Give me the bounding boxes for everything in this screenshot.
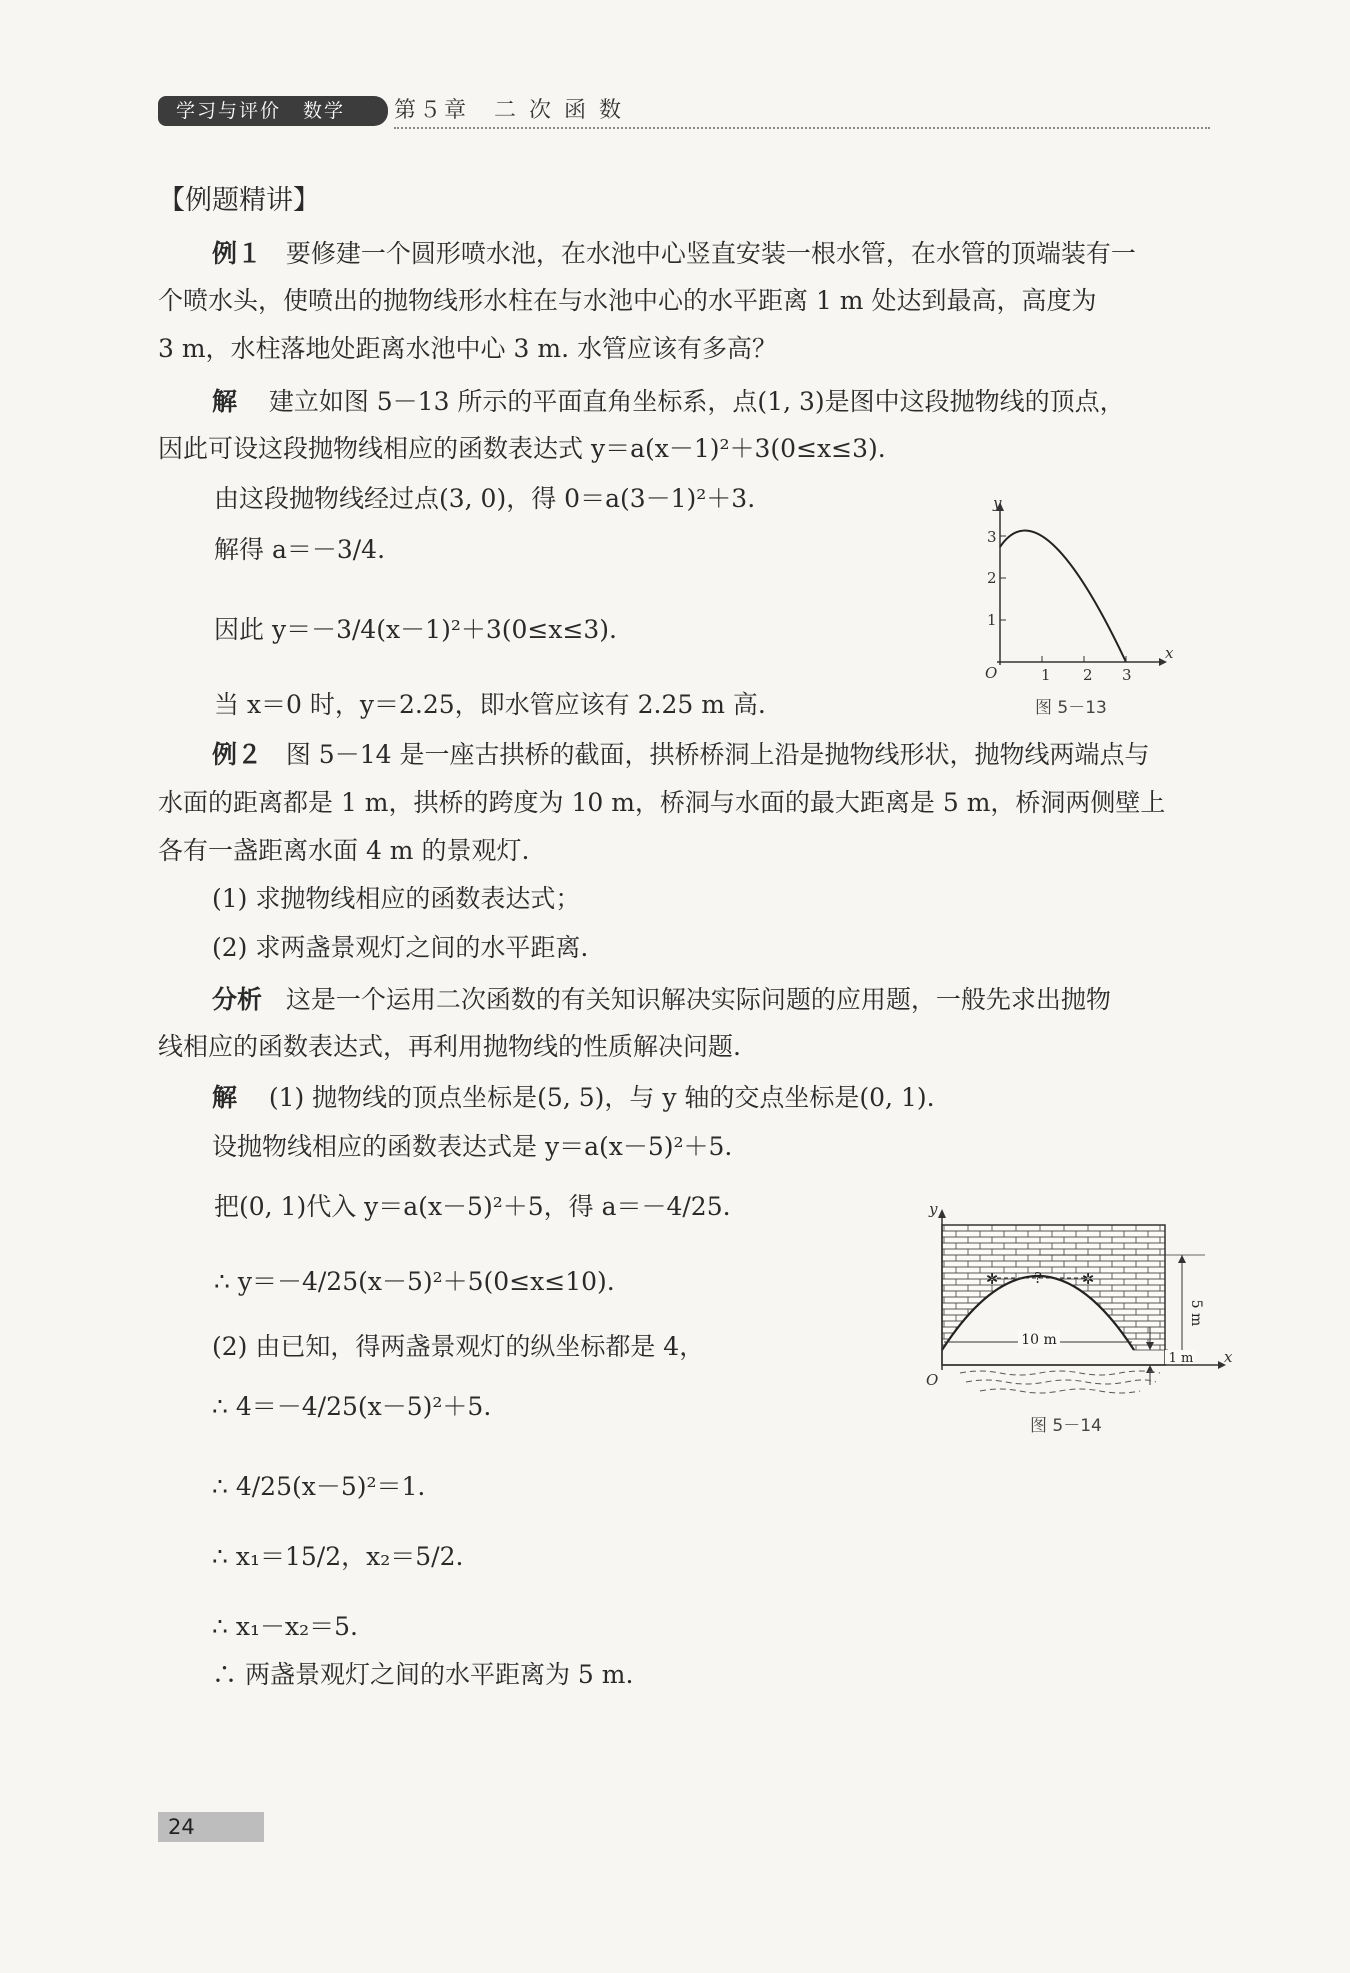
ex1-line-2: 个喷水头，使喷出的抛物线形水柱在与水池中心的水平距离 1 m 处达到最高，高度为: [158, 286, 1097, 315]
book-series: 学习与评价: [176, 100, 282, 122]
ex1-line-3: 3 m，水柱落地处距离水池中心 3 m. 水管应该有多高？: [158, 334, 777, 363]
ex1-solution-label: 解: [212, 387, 238, 416]
ex2-question-2: (2) 求两盏景观灯之间的水平距离.: [212, 933, 589, 962]
ex1-sol-text-1: 建立如图 5－13 所示的平面直角坐标系，点(1, 3)是图中这段抛物线的顶点，: [268, 387, 1125, 416]
ex2-sol-line-7: ∴ 4/25(x－5)²＝1.: [212, 1472, 426, 1501]
ex1-sol-line-2: 因此可设这段抛物线相应的函数表达式 y＝a(x－1)²＋3(0≤x≤3).: [158, 434, 886, 463]
ex2-analysis: [212, 983, 1111, 1017]
fig514-caption: 图 5－14: [1030, 1416, 1102, 1436]
ex2-sol-line-9: ∴ x₁－x₂＝5.: [212, 1612, 358, 1641]
fig513-ytick-2: 2: [987, 569, 997, 587]
ex2-sol-line-8: ∴ x₁＝15/2，x₂＝5/2.: [212, 1542, 464, 1571]
ex1-conclusion: 当 x＝0 时，y＝2.25，即水管应该有 2.25 m 高.: [214, 690, 766, 719]
ex2-solution-label: 解: [212, 1083, 238, 1112]
fig514-unknown-mark: ?: [1033, 1269, 1043, 1287]
section-title: 【例题精讲】: [158, 185, 320, 216]
fig514-span-label: 10 m: [1021, 1332, 1057, 1348]
ex2-text-1: 图 5－14 是一座古拱桥的截面，拱桥桥洞上沿是抛物线形状，抛物线两端点与: [285, 740, 1150, 769]
ex2-line-3: 各有一盏距离水面 4 m 的景观灯.: [158, 836, 530, 865]
fig514-origin: O: [926, 1371, 939, 1389]
ex2-line-2: 水面的距离都是 1 m，拱桥的跨度为 10 m，桥洞与水面的最大距离是 5 m，桥洞两侧壁上: [158, 788, 1166, 817]
ex2-sol-line-4: ∴ y＝－4/25(x－5)²＋5(0≤x≤10).: [214, 1267, 615, 1296]
fig514-lamp-left-icon: ✲: [985, 1270, 999, 1288]
ex1-label: 例１: [212, 239, 263, 268]
fig513-xtick-3: 3: [1122, 666, 1132, 680]
fig513-parabola: [1000, 531, 1126, 662]
fig514-lamp-right-icon: ✲: [1081, 1270, 1095, 1288]
ex1-solve-a: [214, 533, 385, 567]
fig513-origin: O: [985, 664, 998, 680]
ex2-label: 例２: [212, 740, 263, 769]
fig514-height-label: 5 m: [1188, 1299, 1204, 1327]
ex2-line-1: [212, 738, 1149, 772]
fig514-x-label: x: [1224, 1348, 1233, 1366]
ex2-analysis-text-1: 这是一个运用二次函数的有关知识解决实际问题的应用题，一般先求出抛物: [285, 985, 1111, 1014]
fig514-base-label: 1 m: [1168, 1351, 1194, 1366]
ex2-analysis-line-2: 线相应的函数表达式，再利用抛物线的性质解决问题.: [158, 1032, 741, 1061]
chapter-title: 第５章 二 次 函 数: [394, 98, 624, 123]
ex2-sol-line-2: 设抛物线相应的函数表达式是 y＝a(x－5)²＋5.: [212, 1132, 733, 1161]
ex1-solution-line-1: [212, 385, 1125, 419]
ex1-line-1: [212, 237, 1136, 271]
ex2-sol-line-6: ∴ 4＝－4/25(x－5)²＋5.: [212, 1392, 492, 1421]
header-dotted-rule: [394, 127, 1210, 129]
book-series-tab: [158, 96, 388, 126]
book-subject: 数学: [303, 100, 346, 122]
figure-5-14: [920, 1195, 1240, 1395]
fig513-xtick-1: 1: [1041, 666, 1051, 680]
ex2-sol-line-3: 把(0, 1)代入 y＝a(x－5)²＋5，得 a＝－4/25.: [214, 1192, 731, 1221]
ex2-sol-text-1: (1) 抛物线的顶点坐标是(5, 5)，与 y 轴的交点坐标是(0, 1).: [268, 1083, 935, 1112]
fig513-ytick-3: 3: [987, 528, 997, 546]
ex2-question-1: (1) 求抛物线相应的函数表达式；: [212, 884, 581, 913]
ex2-sol-line-10: ∴ 两盏景观灯之间的水平距离为 5 m.: [212, 1660, 634, 1689]
ex2-analysis-label: 分析: [212, 985, 263, 1014]
running-header: [158, 96, 1210, 128]
fig513-ytick-1: 1: [987, 611, 997, 629]
ex2-solution-line-1: [212, 1081, 935, 1115]
fig513-x-label: x: [1165, 644, 1174, 662]
fig514-y-arrow: [938, 1209, 946, 1218]
fig514-y-label: y: [929, 1200, 938, 1218]
page-number: 24: [158, 1812, 264, 1842]
fig513-caption: 图 5－13: [1035, 698, 1107, 718]
fig513-y-label: y: [993, 494, 1002, 512]
figure-5-13: [975, 490, 1175, 680]
fig514-height-arrow-up: [1178, 1255, 1186, 1263]
ex2-sol-line-5: (2) 由已知，得两盏景观灯的纵坐标都是 4，: [212, 1332, 705, 1361]
ex1-hence-text: 因此 y＝－3/4(x－1)²＋3(0≤x≤3).: [214, 615, 618, 644]
fig514-water-waves: [960, 1371, 1160, 1393]
ex1-hence: [214, 613, 617, 647]
fig513-xtick-2: 2: [1083, 666, 1093, 680]
ex1-text-1: 要修建一个圆形喷水池，在水池中心竖直安装一根水管，在水管的顶端装有一: [285, 239, 1136, 268]
ex1-solve-a-text: 解得 a＝－3/4.: [214, 535, 386, 564]
ex1-sol-line-3: 由这段抛物线经过点(3, 0)，得 0＝a(3－1)²＋3.: [214, 484, 756, 513]
